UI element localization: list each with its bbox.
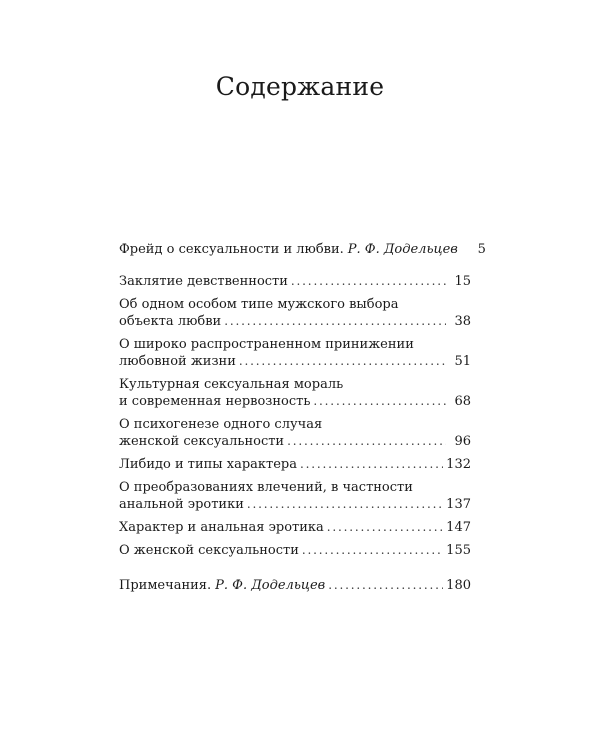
- toc-row: [119, 273, 471, 290]
- toc-entry-title-line2: любовной жизни: [119, 354, 236, 369]
- toc-entry-object-choice: [119, 296, 471, 330]
- toc-row: [119, 496, 471, 513]
- toc-entry-libidinal-types: [119, 456, 471, 473]
- toc-page-number: 96: [454, 434, 471, 449]
- toc-entry-title-line2: объекта любви: [119, 314, 222, 329]
- dot-leader: [313, 393, 446, 410]
- toc-entry-civilized-morality: [119, 376, 471, 410]
- toc-row: [119, 519, 471, 536]
- toc-page-number: 15: [454, 274, 471, 289]
- dot-leader: [302, 542, 443, 559]
- toc-page-number: 137: [446, 497, 471, 512]
- dot-leader: [239, 353, 446, 370]
- toc-entry-character-anal-erotism: [119, 519, 471, 536]
- page-title: Содержание: [215, 72, 385, 101]
- dot-leader: [247, 496, 443, 513]
- table-of-contents: [119, 241, 486, 600]
- toc-row: [119, 313, 471, 330]
- toc-entry-title-line2: анальной эротики: [119, 497, 244, 512]
- toc-entry-virginity-taboo: [119, 273, 471, 290]
- toc-page-number: 155: [446, 543, 471, 558]
- toc-entry-title: Примечания.: [119, 578, 212, 593]
- dot-leader: [291, 273, 446, 290]
- toc-page-number: 51: [454, 354, 471, 369]
- toc-entry-freud-on-sexuality: [119, 241, 486, 258]
- dot-leader: [328, 577, 443, 594]
- toc-row: [119, 353, 471, 370]
- toc-entry-title-line1: О преобразованиях влечений, в частности: [119, 480, 413, 495]
- toc-page-number: 68: [454, 394, 471, 409]
- toc-row: [119, 577, 471, 594]
- toc-page-number: 147: [446, 520, 471, 535]
- toc-row: [119, 241, 486, 258]
- toc-row: [119, 542, 471, 559]
- toc-entry-title: Фрейд о сексуальности и любви.: [119, 242, 344, 257]
- toc-entry-title-line1: Об одном особом типе мужского выбора: [119, 297, 399, 312]
- toc-entry-title: Характер и анальная эротика: [119, 520, 324, 535]
- toc-row: [119, 456, 471, 473]
- toc-page-number: 132: [446, 457, 471, 472]
- toc-entry-title-line2: женской сексуальности: [119, 434, 285, 449]
- toc-entry-title-line1: О широко распространенном принижении: [119, 337, 414, 352]
- toc-entry-title-line1: О психогенезе одного случая: [119, 417, 323, 432]
- toc-entry-title: Заклятие девственности: [119, 274, 288, 289]
- dot-leader: [327, 519, 443, 536]
- toc-entry-author: Р. Ф. Додельцев: [215, 578, 326, 593]
- toc-entry-title: Либидо и типы характера: [119, 457, 298, 472]
- toc-entry-author: Р. Ф. Додельцев: [347, 242, 458, 257]
- toc-entry-title-line1: Культурная сексуальная мораль: [119, 377, 344, 392]
- toc-entry-notes: [119, 577, 471, 594]
- toc-entry-psychogenesis: [119, 416, 471, 450]
- toc-row: [119, 393, 471, 410]
- dot-leader: [300, 456, 443, 473]
- toc-entry-transformations-instinct: [119, 479, 471, 513]
- toc-entry-title: О женской сексуальности: [119, 543, 299, 558]
- toc-row: [119, 433, 471, 450]
- toc-page-number: 180: [446, 578, 471, 593]
- toc-entry-female-sexuality: [119, 542, 471, 559]
- toc-entry-title-line2: и современная нервозность: [119, 394, 311, 409]
- toc-page-number: 5: [477, 242, 486, 257]
- dot-leader: [224, 313, 446, 330]
- toc-page-number: 38: [454, 314, 471, 329]
- toc-entry-degradation-love-life: [119, 336, 471, 370]
- dot-leader: [287, 433, 446, 450]
